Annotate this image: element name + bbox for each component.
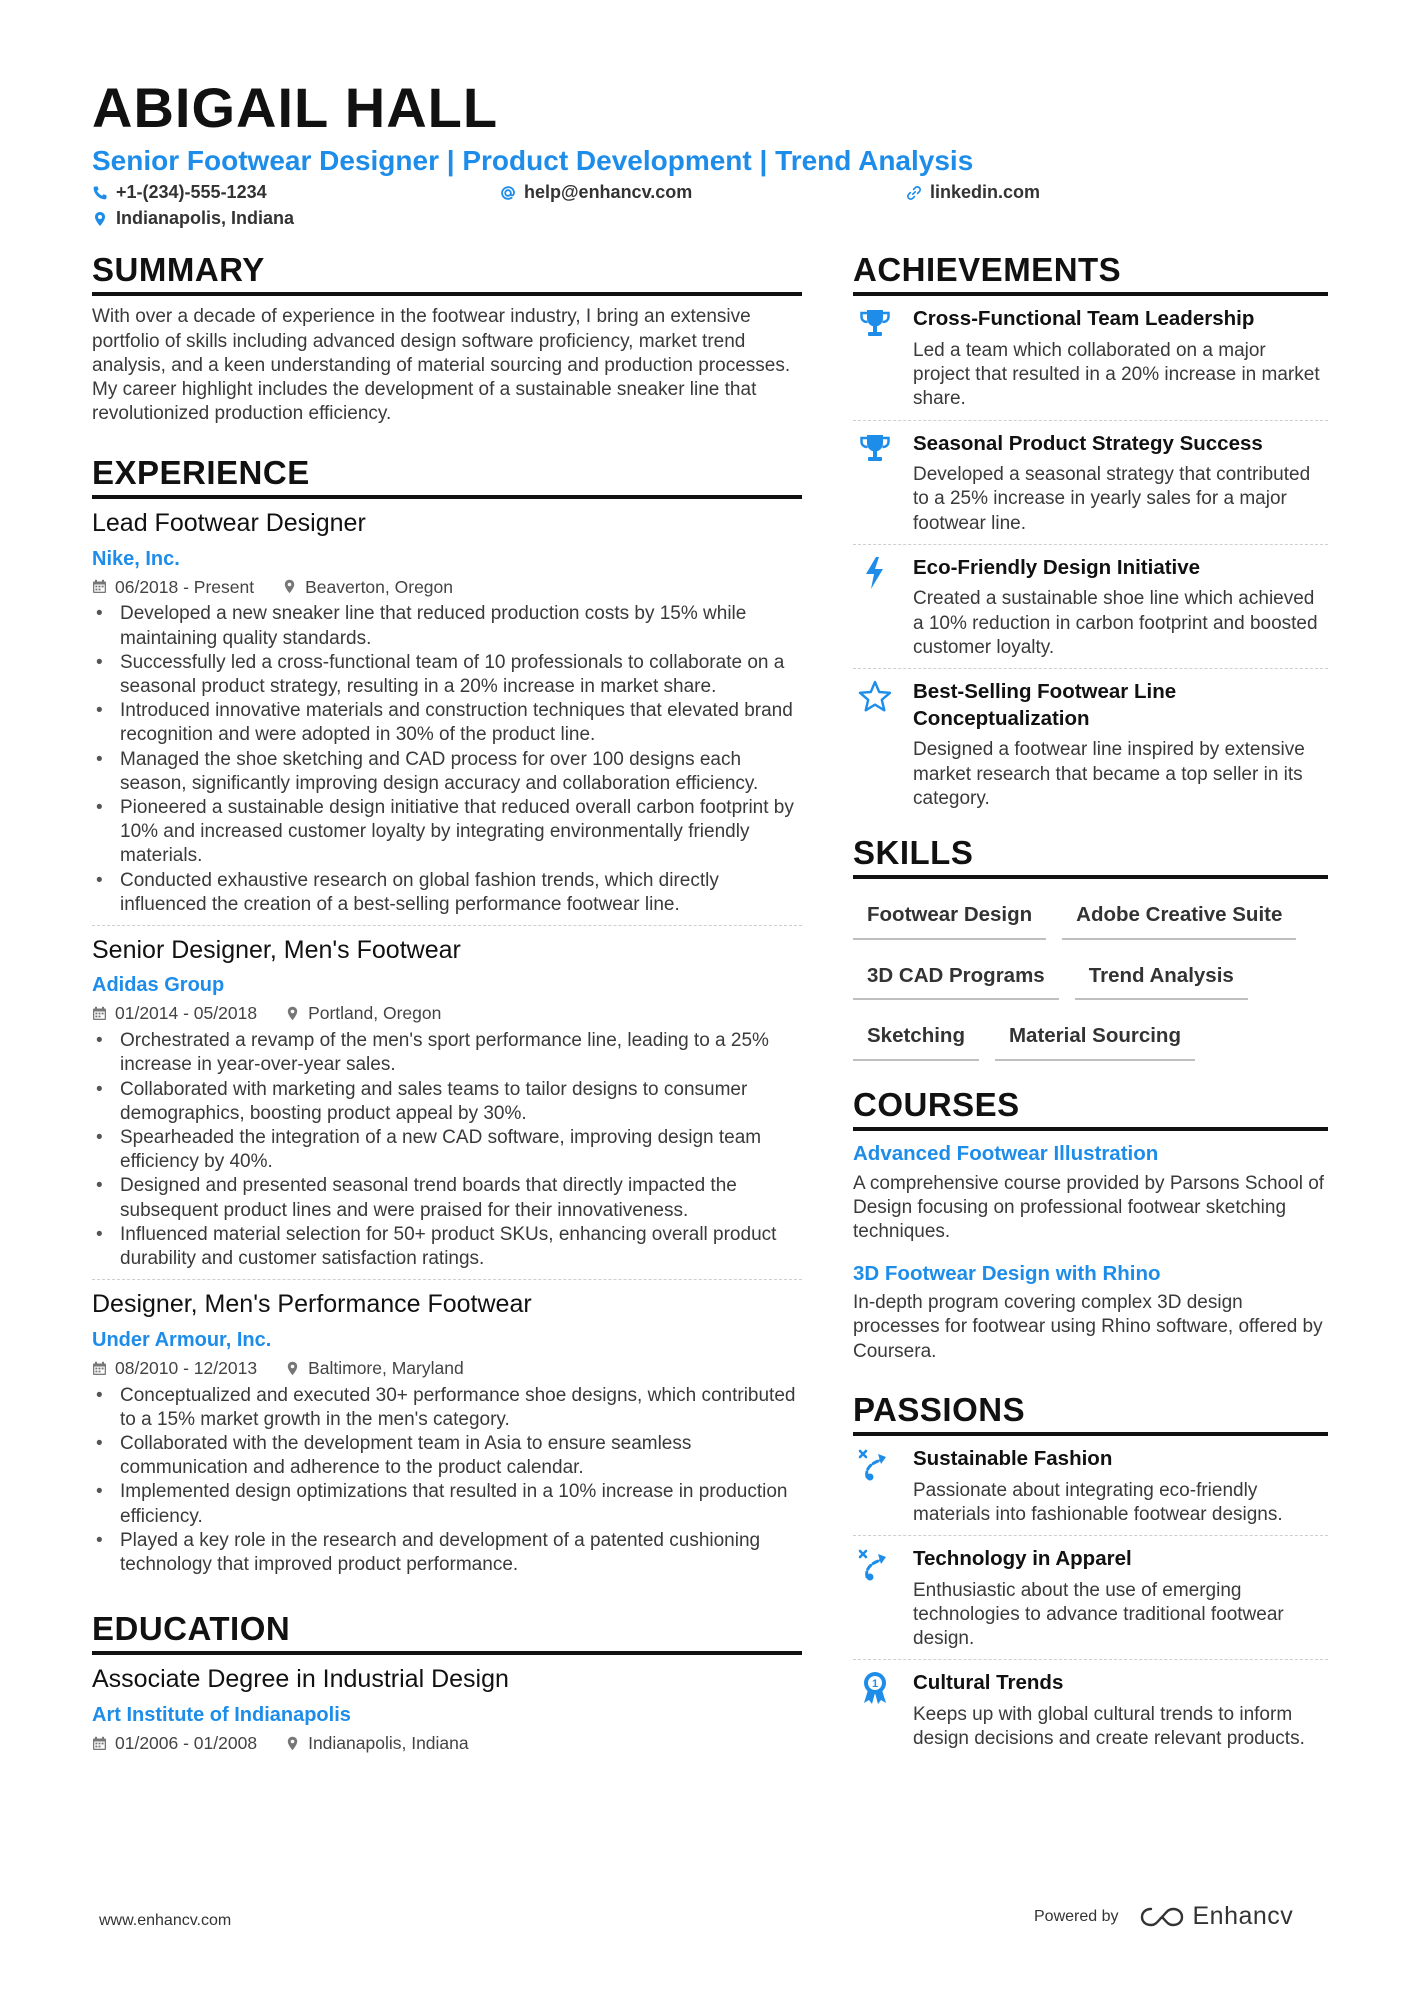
job-location: Portland, Oregon bbox=[308, 1003, 442, 1024]
location-pin-icon bbox=[92, 211, 108, 227]
strategy-icon bbox=[857, 1546, 897, 1586]
star-icon bbox=[857, 679, 897, 719]
location-pin-icon bbox=[285, 1361, 300, 1376]
divider bbox=[92, 925, 802, 926]
passion-title: Sustainable Fashion bbox=[913, 1447, 1113, 1471]
brand-name: Enhancv bbox=[1192, 1902, 1294, 1930]
bullet-item: • Played a key role in the research and development of a patented cushioning technology that improved product performance. bbox=[92, 1529, 802, 1577]
job-bullets bbox=[92, 1029, 802, 1271]
bullet-item: • Orchestrated a revamp of the men's sport performance line, leading to a 25% increase in year-over-year sales. bbox=[92, 1029, 802, 1077]
skill-tag: Adobe Creative Suite bbox=[1062, 891, 1296, 940]
achievement-item bbox=[853, 669, 1328, 819]
enhancv-logo[interactable] bbox=[1139, 1902, 1294, 1931]
job-bullets bbox=[92, 1384, 802, 1578]
job-dates: 01/2014 - 05/2018 bbox=[115, 1003, 258, 1024]
linkedin-text: linkedin.com bbox=[930, 182, 1041, 202]
passion-item bbox=[853, 1536, 1328, 1659]
course-desc: In-depth program covering complex 3D design processes for footwear using Rhino software, offered by Coursera. bbox=[853, 1292, 1323, 1362]
achievement-item bbox=[853, 421, 1328, 544]
passion-desc: Keeps up with global cultural trends to inform design decisions and create relevant products. bbox=[913, 1704, 1305, 1750]
skill-tag: Trend Analysis bbox=[1075, 952, 1248, 1001]
job-entry bbox=[92, 934, 802, 1280]
passion-desc: Passionate about integrating eco-friendly materials into fashionable footwear designs. bbox=[913, 1479, 1283, 1525]
skill-tag: Sketching bbox=[853, 1012, 979, 1061]
summary-text: With over a decade of experience in the footwear industry, I bring an extensive portfolio of skills including advanced design software proficiency, market trend analysis, and a keen understanding of material sourcing and production processes. My career highlight includes the development of a sustainable sneaker line that revolutionized production efficiency. bbox=[92, 306, 791, 425]
skill-tag: Material Sourcing bbox=[995, 1012, 1195, 1061]
footer-branding bbox=[1034, 1902, 1293, 1931]
trophy-icon bbox=[857, 306, 897, 346]
achievement-desc: Led a team which collaborated on a major project that resulted in a 20% increase in market share. bbox=[913, 339, 1320, 410]
job-entry bbox=[92, 1288, 802, 1577]
bullet-item: • Implemented design optimizations that resulted in a 10% increase in production efficiency. bbox=[92, 1480, 802, 1528]
achievement-desc: Created a sustainable shoe line which achieved a 10% reduction in carbon footprint and boosted customer loyalty. bbox=[913, 588, 1318, 658]
contact-linkedin[interactable] bbox=[906, 182, 1040, 203]
job-title: Senior Designer, Men's Footwear bbox=[92, 935, 461, 964]
course-title: Advanced Footwear Illustration bbox=[853, 1142, 1159, 1166]
location-pin-icon bbox=[282, 579, 297, 594]
phone-icon bbox=[92, 185, 108, 201]
svg-text:1: 1 bbox=[871, 1678, 879, 1691]
degree-title: Associate Degree in Industrial Design bbox=[92, 1665, 509, 1694]
passion-title: Cultural Trends bbox=[913, 1671, 1064, 1695]
summary-heading: SUMMARY bbox=[92, 252, 802, 296]
candidate-name: ABIGAIL HALL bbox=[92, 76, 499, 139]
job-dates: 06/2018 - Present bbox=[115, 576, 255, 597]
job-company: Under Armour, Inc. bbox=[92, 1328, 272, 1351]
passion-item bbox=[853, 1660, 1328, 1759]
contact-location bbox=[92, 208, 294, 229]
achievement-desc: Designed a footwear line inspired by extensive market research that became a top seller in its category. bbox=[913, 739, 1305, 809]
job-company: Adidas Group bbox=[92, 974, 225, 997]
education-meta bbox=[92, 1732, 802, 1755]
skill-tag: 3D CAD Programs bbox=[853, 952, 1059, 1001]
job-dates: 08/2010 - 12/2013 bbox=[115, 1357, 258, 1378]
bullet-item: • Managed the shoe sketching and CAD process for over 100 designs each season, significantly improving design accuracy and collaboration efficiency. bbox=[92, 748, 802, 796]
education-dates: 01/2006 - 01/2008 bbox=[115, 1732, 258, 1753]
job-bullets bbox=[92, 602, 802, 917]
education-heading: EDUCATION bbox=[92, 1611, 802, 1655]
education-location: Indianapolis, Indiana bbox=[308, 1732, 469, 1753]
divider bbox=[92, 1279, 802, 1280]
bullet-item: • Collaborated with marketing and sales teams to tailor designs to consumer demographics, boosting product appeal by 30%. bbox=[92, 1078, 802, 1126]
job-title: Designer, Men's Performance Footwear bbox=[92, 1290, 532, 1319]
enhancv-logo-icon bbox=[1139, 1905, 1185, 1929]
job-location: Baltimore, Maryland bbox=[308, 1357, 464, 1378]
bullet-item: • Conceptualized and executed 30+ performance shoe designs, which contributed to a 15% market growth in the men's category. bbox=[92, 1384, 802, 1432]
calendar-icon bbox=[92, 1006, 107, 1021]
job-title: Lead Footwear Designer bbox=[92, 509, 366, 538]
bullet-item: • Conducted exhaustive research on global fashion trends, which directly influenced the creation of a best-selling performance footwear line. bbox=[92, 869, 802, 917]
education-entry bbox=[92, 1663, 802, 1754]
school-name: Art Institute of Indianapolis bbox=[92, 1703, 351, 1726]
achievements-heading: ACHIEVEMENTS bbox=[853, 252, 1328, 296]
achievement-title: Seasonal Product Strategy Success bbox=[913, 431, 1263, 455]
location-text: Indianapolis, Indiana bbox=[116, 208, 295, 228]
course-desc: A comprehensive course provided by Parsons School of Design focusing on professional footwear sketching techniques. bbox=[853, 1172, 1325, 1243]
calendar-icon bbox=[92, 1361, 107, 1376]
lightning-icon bbox=[857, 555, 897, 595]
bullet-item: • Developed a new sneaker line that reduced production costs by 15% while maintaining quality standards. bbox=[92, 602, 802, 650]
achievement-desc: Developed a seasonal strategy that contributed to a 25% increase in yearly sales for a major footwear line. bbox=[913, 464, 1311, 534]
strategy-icon bbox=[857, 1446, 897, 1486]
passions-heading: PASSIONS bbox=[853, 1392, 1328, 1436]
skill-tag: Footwear Design bbox=[853, 891, 1046, 940]
phone-text: +1-(234)-555-1234 bbox=[116, 182, 267, 202]
bullet-item: • Collaborated with the development team in Asia to ensure seamless communication and adherence to the product calendar. bbox=[92, 1432, 802, 1480]
email-text: help@enhancv.com bbox=[524, 182, 693, 202]
location-pin-icon bbox=[285, 1006, 300, 1021]
headline: Senior Footwear Designer | Product Development | Trend Analysis bbox=[92, 145, 974, 176]
bullet-item: • Pioneered a sustainable design initiative that reduced overall carbon footprint by 10% and increased customer loyalty by integrating environmentally friendly materials. bbox=[92, 796, 802, 869]
bullet-item: • Spearheaded the integration of a new CAD software, improving design team efficiency by 40%. bbox=[92, 1126, 802, 1174]
achievement-title: Cross-Functional Team Leadership bbox=[913, 307, 1255, 331]
contact-phone[interactable] bbox=[92, 182, 267, 203]
course-title: 3D Footwear Design with Rhino bbox=[853, 1261, 1161, 1285]
passion-desc: Enthusiastic about the use of emerging technologies to advance traditional footwear design. bbox=[913, 1579, 1284, 1650]
footer-website[interactable]: www.enhancv.com bbox=[99, 1912, 232, 1929]
achievement-title: Best-Selling Footwear Line Conceptualization bbox=[913, 680, 1177, 730]
trophy-icon bbox=[857, 431, 897, 471]
location-pin-icon bbox=[285, 1736, 300, 1751]
bullet-item: • Designed and presented seasonal trend boards that directly impacted the subsequent product lines and were praised for their innovativeness. bbox=[92, 1174, 802, 1222]
bullet-item: • Successfully led a cross-functional team of 10 professionals to collaborate on a seasonal product strategy, resulting in a 20% increase in market share. bbox=[92, 651, 802, 699]
courses-heading: COURSES bbox=[853, 1087, 1328, 1131]
at-icon bbox=[500, 185, 516, 201]
achievement-item bbox=[853, 545, 1328, 668]
bullet-item: • Introduced innovative materials and construction techniques that elevated brand recognition and were adopted in 30% of the product line. bbox=[92, 699, 802, 747]
skills-list bbox=[853, 885, 1328, 1067]
job-meta bbox=[92, 1002, 802, 1025]
passion-item bbox=[853, 1436, 1328, 1535]
passion-title: Technology in Apparel bbox=[913, 1547, 1132, 1571]
skills-heading: SKILLS bbox=[853, 835, 1328, 879]
award-ribbon-icon bbox=[857, 1670, 897, 1710]
job-entry bbox=[92, 507, 802, 926]
link-icon bbox=[906, 185, 922, 201]
job-company: Nike, Inc. bbox=[92, 547, 180, 570]
job-meta bbox=[92, 1357, 802, 1380]
achievement-title: Eco-Friendly Design Initiative bbox=[913, 555, 1201, 579]
job-location: Beaverton, Oregon bbox=[305, 576, 453, 597]
experience-heading: EXPERIENCE bbox=[92, 455, 802, 499]
right-column bbox=[853, 252, 1328, 1759]
calendar-icon bbox=[92, 1736, 107, 1751]
left-column bbox=[92, 252, 802, 1755]
achievement-item bbox=[853, 296, 1328, 419]
bullet-item: • Influenced material selection for 50+ product SKUs, enhancing overall product durability and customer satisfaction ratings. bbox=[92, 1223, 802, 1271]
contact-email[interactable] bbox=[500, 182, 692, 203]
calendar-icon bbox=[92, 579, 107, 594]
job-meta bbox=[92, 576, 802, 599]
powered-by-text: Powered by bbox=[1034, 1907, 1119, 1925]
